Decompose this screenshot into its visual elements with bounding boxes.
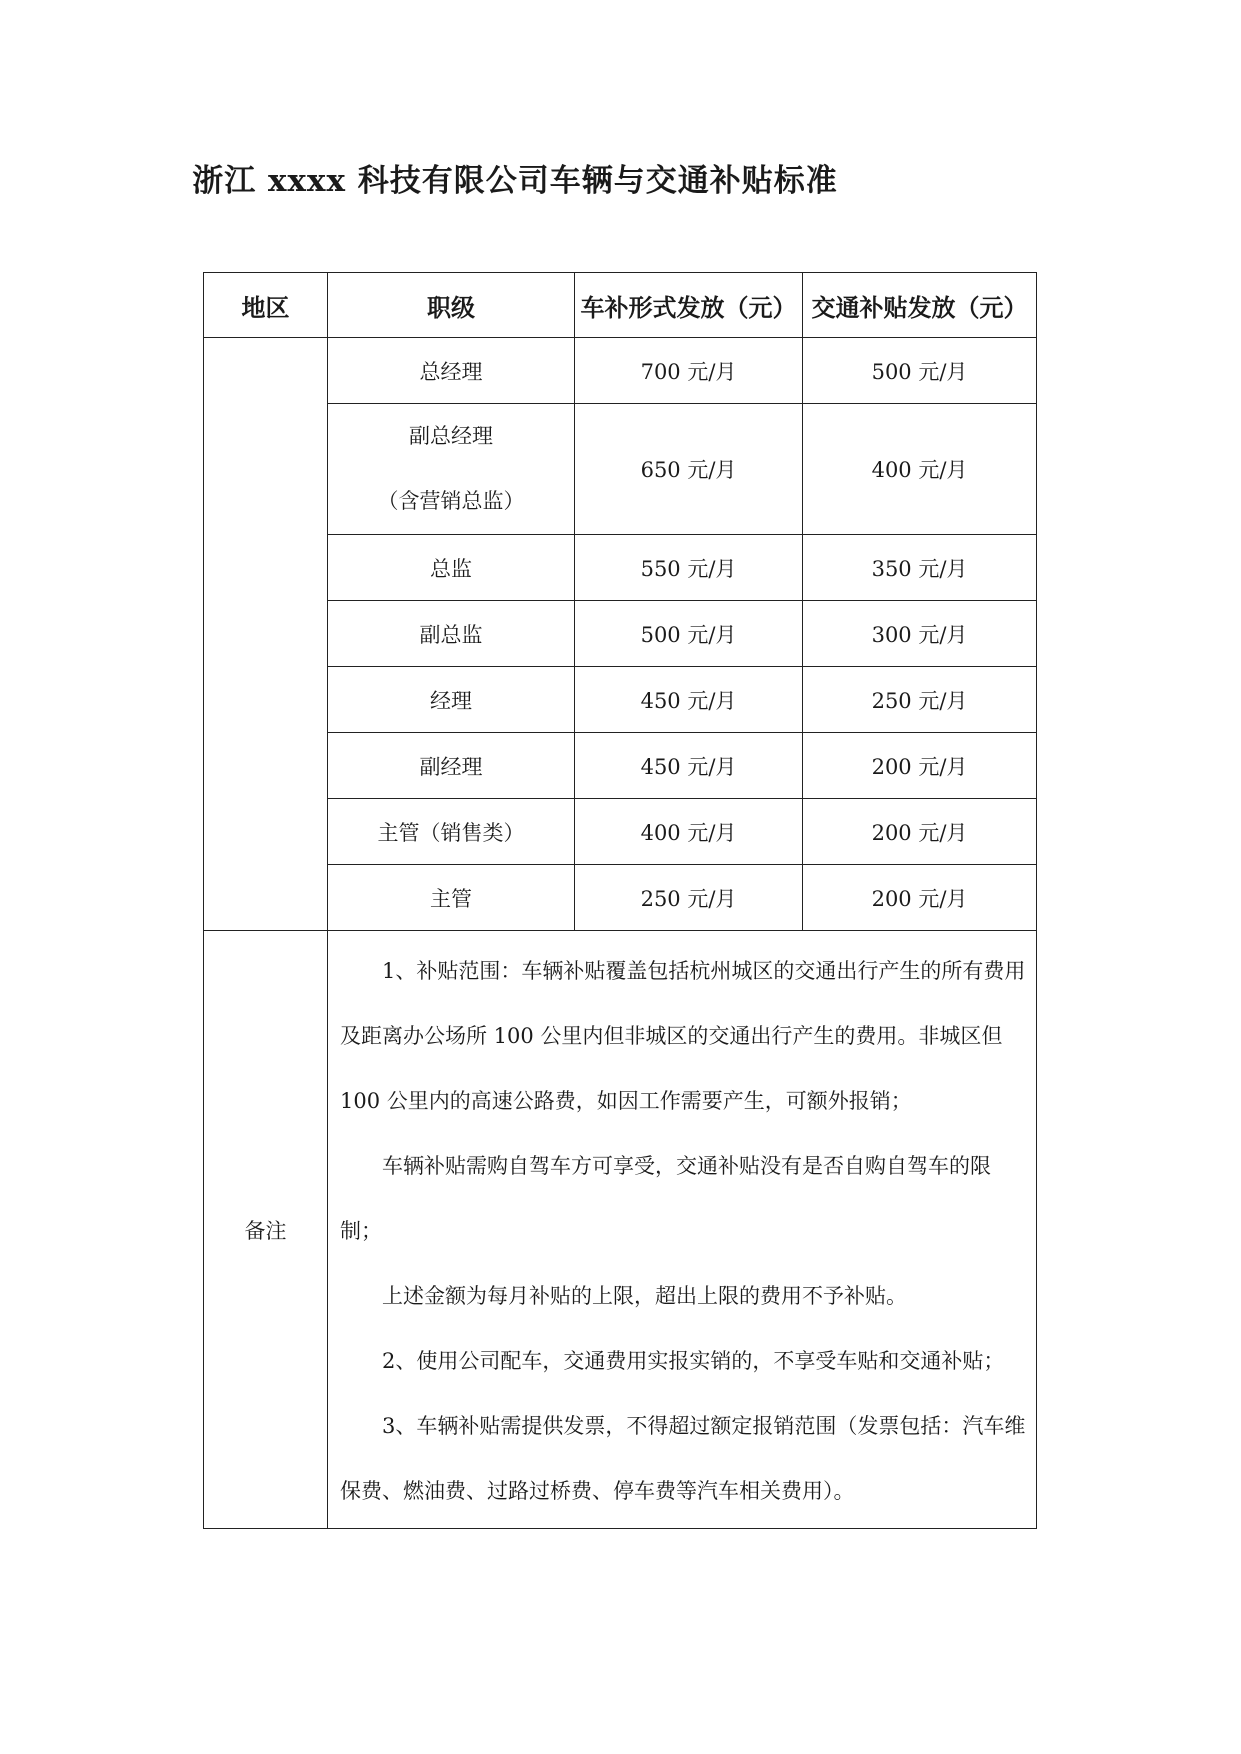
table-row (204, 338, 1037, 404)
table-row (204, 535, 1037, 601)
table-row (204, 799, 1037, 865)
notes-content-cell (328, 931, 1037, 1529)
transport-subsidy-cell: 200 元/月 (803, 865, 1037, 931)
car-subsidy-cell: 450 元/月 (575, 667, 803, 733)
transport-subsidy-cell: 500 元/月 (803, 338, 1037, 404)
car-subsidy-cell: 500 元/月 (575, 601, 803, 667)
document-title: 浙江 xxxx 科技有限公司车辆与交通补贴标准 (192, 163, 838, 199)
note-paragraph: 2、使用公司配车，交通费用实报实销的，不享受车贴和交通补贴； (382, 1349, 1005, 1373)
rank-cell: 经理 (328, 667, 575, 733)
note-paragraph: 3、车辆补贴需提供发票，不得超过额定报销范围（发票包括：汽车维保费、燃油费、过路过桥费、停车费等汽车相关费用）。 (340, 1414, 1026, 1503)
table-row (204, 404, 1037, 535)
header-transport-subsidy: 交通补贴发放（元） (803, 273, 1037, 338)
table-row (204, 733, 1037, 799)
rank-cell (328, 404, 575, 535)
table-header-row (204, 273, 1037, 338)
table-row (204, 667, 1037, 733)
rank-cell: 总经理 (328, 338, 575, 404)
car-subsidy-cell: 250 元/月 (575, 865, 803, 931)
header-rank: 职级 (328, 273, 575, 338)
rank-cell: 副经理 (328, 733, 575, 799)
header-car-subsidy: 车补形式发放（元） (575, 273, 803, 338)
rank-cell: 副总监 (328, 601, 575, 667)
transport-subsidy-cell: 300 元/月 (803, 601, 1037, 667)
car-subsidy-cell: 650 元/月 (575, 404, 803, 535)
note-paragraph: 1、补贴范围：车辆补贴覆盖包括杭州城区的交通出行产生的所有费用及距离办公场所 100 公里内但非城区的交通出行产生的费用。非城区但 100 公里内的高速公路费，如因工作需要产生，可额外报销； (340, 959, 1026, 1113)
subsidy-table (203, 272, 1037, 1529)
header-region: 地区 (204, 273, 328, 338)
transport-subsidy-cell: 250 元/月 (803, 667, 1037, 733)
rank-sublabel: （含营销总监） (377, 489, 525, 513)
rank-cell: 总监 (328, 535, 575, 601)
transport-subsidy-cell: 400 元/月 (803, 404, 1037, 535)
region-cell (204, 338, 328, 931)
rank-cell: 主管 (328, 865, 575, 931)
notes-label-cell: 备注 (204, 931, 328, 1529)
note-paragraph: 车辆补贴需购自驾车方可享受，交通补贴没有是否自购自驾车的限制； (340, 1154, 991, 1243)
car-subsidy-cell: 700 元/月 (575, 338, 803, 404)
rank-cell: 主管（销售类） (328, 799, 575, 865)
rank-label: 副总经理 (409, 424, 493, 448)
car-subsidy-cell: 400 元/月 (575, 799, 803, 865)
car-subsidy-cell: 550 元/月 (575, 535, 803, 601)
transport-subsidy-cell: 200 元/月 (803, 733, 1037, 799)
car-subsidy-cell: 450 元/月 (575, 733, 803, 799)
transport-subsidy-cell: 350 元/月 (803, 535, 1037, 601)
notes-row (204, 931, 1037, 1529)
table-row (204, 601, 1037, 667)
note-paragraph: 上述金额为每月补贴的上限，超出上限的费用不予补贴。 (382, 1284, 907, 1308)
transport-subsidy-cell: 200 元/月 (803, 799, 1037, 865)
table-row (204, 865, 1037, 931)
